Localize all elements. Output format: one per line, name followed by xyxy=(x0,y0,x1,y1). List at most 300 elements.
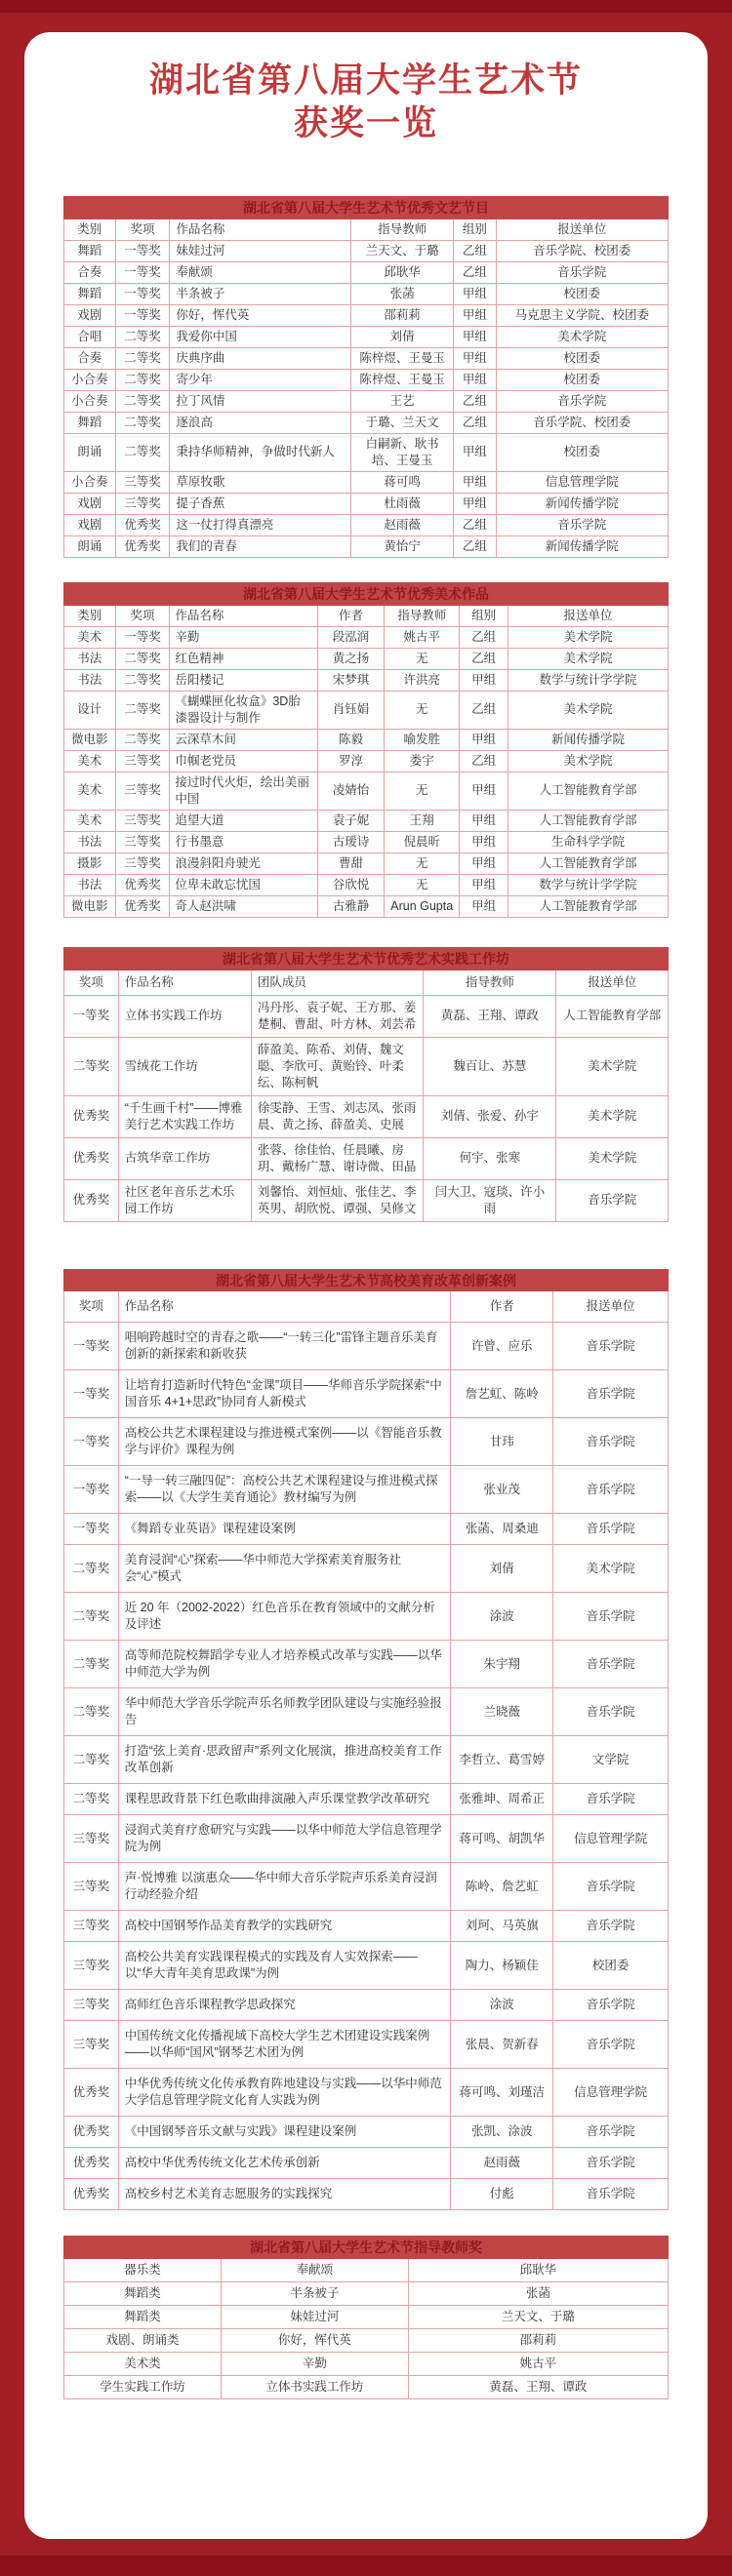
table-cell: 邱耿华 xyxy=(408,2259,668,2282)
table-cell: 音乐学院 xyxy=(553,1641,669,1688)
table-row xyxy=(64,2259,669,2282)
table-cell: 辛勤 xyxy=(170,626,318,648)
table-cell: 寄少年 xyxy=(170,369,351,390)
table-cell: 高校公共美育实践课程模式的实践及育人实效探索——以“华大青年美育思政课”为例 xyxy=(118,1942,450,1990)
table-cell: 美术 xyxy=(64,750,116,772)
table-row xyxy=(64,1815,669,1863)
table-cell: 美术 xyxy=(64,626,116,648)
table-row xyxy=(64,1179,669,1221)
table-row xyxy=(64,895,669,917)
table-cell: 美术学院 xyxy=(496,326,668,347)
table-row xyxy=(64,1911,669,1942)
table-cell: 高校公共艺术课程建设与推进模式案例——以《智能音乐教学与评价》课程为例 xyxy=(118,1418,450,1466)
table-cell: 舞蹈 xyxy=(64,240,116,261)
table-cell: 文学院 xyxy=(553,1736,669,1784)
table-cell: 二等奖 xyxy=(115,347,170,369)
table-cell: 信息管理学院 xyxy=(553,1815,669,1863)
table-row xyxy=(64,648,669,669)
table-cell: 美术类 xyxy=(64,2353,222,2376)
table-cell: 生命科学学院 xyxy=(508,831,668,852)
table-cell: 音乐学院 xyxy=(553,1990,669,2021)
table-cell: 秉持华师精神，争做时代新人 xyxy=(170,433,351,471)
table-cell: 美术 xyxy=(64,772,116,810)
table-cell: 美术学院 xyxy=(556,1095,669,1137)
table-cell: 你好，恽代英 xyxy=(221,2329,408,2353)
table-cell: 书法 xyxy=(64,648,116,669)
column-header: 作品名称 xyxy=(118,1291,450,1323)
table-cell: 古瑷诗 xyxy=(317,831,384,852)
table-cell: 美术学院 xyxy=(556,1137,669,1179)
table-cell: 美术 xyxy=(64,810,116,831)
table-row xyxy=(64,626,669,648)
table-row xyxy=(64,2306,669,2329)
table-cell: 无 xyxy=(385,852,460,874)
table-cell: 二等奖 xyxy=(64,1688,119,1736)
table-cell: 宋梦琪 xyxy=(317,669,384,691)
table-cell: 一等奖 xyxy=(115,261,170,283)
table-cell: 《舞蹈专业英语》课程建设案例 xyxy=(118,1514,450,1545)
table-cell: 于璐、兰天文 xyxy=(351,412,454,433)
table-cell: 一等奖 xyxy=(64,1370,119,1418)
table-row xyxy=(64,283,669,304)
table-cell: 甲组 xyxy=(460,852,508,874)
table-cell: 三等奖 xyxy=(115,810,170,831)
table-row xyxy=(64,750,669,772)
table-cell: 二等奖 xyxy=(115,729,170,750)
section-title-bar: 湖北省第八届大学生艺术节优秀艺术实践工作坊 xyxy=(63,947,669,971)
table-cell: 乙组 xyxy=(454,390,496,412)
table-cell: 魏百让、苏慧 xyxy=(424,1037,556,1095)
table-cell: 校团委 xyxy=(496,433,668,471)
table-cell: 薛盈美、陈希、刘倩、魏文聪、李欣可、黄贻铃、叶柔纭、陈柯帆 xyxy=(251,1037,423,1095)
table-cell: 书法 xyxy=(64,669,116,691)
table-cell: 音乐学院 xyxy=(553,1784,669,1815)
table-cell: 一等奖 xyxy=(115,304,170,326)
table-row xyxy=(64,535,669,557)
table-cell: 一等奖 xyxy=(64,1323,119,1370)
table-row xyxy=(64,1784,669,1815)
table-cell: 二等奖 xyxy=(64,1593,119,1641)
table-cell: 黄之扬 xyxy=(317,648,384,669)
table-cell: 拉丁风情 xyxy=(170,390,351,412)
table-cell: 辛勤 xyxy=(221,2353,408,2376)
table-cell: 王艺 xyxy=(351,390,454,412)
table-row xyxy=(64,1545,669,1593)
table-cell: 刘倩 xyxy=(351,326,454,347)
table-cell: 乙组 xyxy=(454,514,496,535)
column-header: 奖项 xyxy=(115,606,170,627)
table-cell: 乙组 xyxy=(460,691,508,729)
table-row xyxy=(64,1370,669,1418)
table-row xyxy=(64,412,669,433)
table-cell: 张晨、贺新春 xyxy=(451,2021,553,2069)
table-cell: 姚古平 xyxy=(385,626,460,648)
table-cell: 庆典序曲 xyxy=(170,347,351,369)
table-cell: 娄宇 xyxy=(385,750,460,772)
table-cell: 蒋可鸣 xyxy=(351,471,454,493)
table-cell: 社区老年音乐艺术乐园工作坊 xyxy=(118,1179,251,1221)
table-row xyxy=(64,1418,669,1466)
table-cell: 邵莉莉 xyxy=(408,2329,668,2353)
table-cell: 新闻传播学院 xyxy=(496,535,668,557)
column-header: 作者 xyxy=(317,606,384,627)
section-title-bar: 湖北省第八届大学生艺术节指导教师奖 xyxy=(63,2236,669,2259)
table-cell: 微电影 xyxy=(64,895,116,917)
table-row xyxy=(64,2179,669,2210)
table-row xyxy=(64,2117,669,2148)
table-cell: 三等奖 xyxy=(115,772,170,810)
table-cell: 张凯、涂波 xyxy=(451,2117,553,2148)
table-cell: 肖钰娟 xyxy=(317,691,384,729)
table-cell: 张业茂 xyxy=(451,1466,553,1514)
table-cell: 二等奖 xyxy=(115,433,170,471)
table-cell: 三等奖 xyxy=(115,750,170,772)
table-cell: 课程思政背景下红色歌曲排演融入声乐课堂教学改革研究 xyxy=(118,1784,450,1815)
table-cell: 倪晨昕 xyxy=(385,831,460,852)
table-cell: 雪绒花工作坊 xyxy=(118,1037,251,1095)
table-cell: 信息管理学院 xyxy=(496,471,668,493)
table-cell: 朗诵 xyxy=(64,433,116,471)
table-cell: 优秀奖 xyxy=(115,535,170,557)
table-cell: 优秀奖 xyxy=(64,2179,119,2210)
table-cell: 美术学院 xyxy=(553,1545,669,1593)
table-cell: 美术学院 xyxy=(508,648,668,669)
table-cell: 杜雨薇 xyxy=(351,493,454,514)
table-cell: 兰天文、于璐 xyxy=(351,240,454,261)
table-cell: 谷欣悦 xyxy=(317,874,384,895)
table-cell: 高校中华优秀传统文化艺术传承创新 xyxy=(118,2148,450,2179)
header-row xyxy=(64,1291,669,1323)
table-cell: 甘玮 xyxy=(451,1418,553,1466)
table-cell: 朗诵 xyxy=(64,535,116,557)
table-cell: 奉献颂 xyxy=(170,261,351,283)
table-cell: 张菡 xyxy=(408,2282,668,2306)
table-cell: 音乐学院 xyxy=(553,1466,669,1514)
table-cell: 我们的青春 xyxy=(170,535,351,557)
table-row xyxy=(64,347,669,369)
table-cell: 古筑华章工作坊 xyxy=(118,1137,251,1179)
table-cell: 古雅静 xyxy=(317,895,384,917)
table-cell: 音乐学院 xyxy=(553,1323,669,1370)
table-row xyxy=(64,669,669,691)
table-cell: 音乐学院 xyxy=(553,2179,669,2210)
table-cell: 浸润式美育疗愈研究与实践——以华中师范大学信息管理学院为例 xyxy=(118,1815,450,1863)
table-cell: 甲组 xyxy=(454,433,496,471)
table-cell: 追望大道 xyxy=(170,810,318,831)
table-cell: 白嗣新、耿书培、王曼玉 xyxy=(351,433,454,471)
table-row xyxy=(64,1137,669,1179)
table-cell: 新闻传播学院 xyxy=(508,729,668,750)
table-cell: 赵雨薇 xyxy=(451,2148,553,2179)
table-cell: 刘馨怡、刘恒灿、张佳艺、李英男、胡欣悦、谭强、吴修文 xyxy=(251,1179,423,1221)
table-cell: 戏剧、朗诵类 xyxy=(64,2329,222,2353)
table-cell: 许曾、应乐 xyxy=(451,1323,553,1370)
table-cell: 无 xyxy=(385,874,460,895)
column-header: 类别 xyxy=(64,606,116,627)
table-aesthetic-education-reform-cases xyxy=(63,1269,669,2211)
table-cell: 校团委 xyxy=(496,369,668,390)
table-cell: 新闻传播学院 xyxy=(496,493,668,514)
table-row xyxy=(64,2069,669,2117)
table-cell: 二等奖 xyxy=(64,1545,119,1593)
table-cell: 袁子妮 xyxy=(317,810,384,831)
table-cell: 张菡、周桑迪 xyxy=(451,1514,553,1545)
table-cell: 二等奖 xyxy=(64,1641,119,1688)
table-cell: 乙组 xyxy=(454,240,496,261)
table-cell: 喻发胜 xyxy=(385,729,460,750)
table-cell: 二等奖 xyxy=(115,648,170,669)
table-cell: 邵莉莉 xyxy=(351,304,454,326)
table-cell: 甲组 xyxy=(454,471,496,493)
table-cell: 微电影 xyxy=(64,729,116,750)
table-cell: 舞蹈类 xyxy=(64,2282,222,2306)
table-row xyxy=(64,1514,669,1545)
section-title-bar: 湖北省第八届大学生艺术节高校美育改革创新案例 xyxy=(63,1269,669,1292)
table-row xyxy=(64,852,669,874)
table-cell: 何宇、张寒 xyxy=(424,1137,556,1179)
table-row xyxy=(64,691,669,729)
table-cell: 立体书实践工作坊 xyxy=(118,995,251,1037)
table-cell: 王翔 xyxy=(385,810,460,831)
table-cell: 二等奖 xyxy=(115,326,170,347)
table-cell: 赵雨薇 xyxy=(351,514,454,535)
table-cell: 音乐学院 xyxy=(553,2021,669,2069)
top-border-strip xyxy=(0,0,732,13)
table-cell: 优秀奖 xyxy=(64,1179,119,1221)
table-cell: 音乐学院 xyxy=(553,1688,669,1736)
table-cell: 音乐学院 xyxy=(496,514,668,535)
table-cell: 数学与统计学学院 xyxy=(508,669,668,691)
column-header: 组别 xyxy=(454,219,496,241)
table-cell: 闫大卫、寇琰、许小雨 xyxy=(424,1179,556,1221)
table-cell: 舞蹈类 xyxy=(64,2306,222,2329)
column-header: 指导教师 xyxy=(424,971,556,996)
column-header: 类别 xyxy=(64,219,116,241)
table-row xyxy=(64,1641,669,1688)
column-header: 指导教师 xyxy=(351,219,454,241)
table-cell: 音乐学院 xyxy=(553,1593,669,1641)
table-cell: 优秀奖 xyxy=(64,2148,119,2179)
table-cell: 甲组 xyxy=(460,772,508,810)
table-cell: 二等奖 xyxy=(64,1037,119,1095)
table-cell: 音乐学院 xyxy=(556,1179,669,1221)
table-cell: 人工智能教育学部 xyxy=(508,772,668,810)
table-cell: 冯丹彤、袁子妮、王方那、姜楚桐、曹甜、叶方林、刘芸希 xyxy=(251,995,423,1037)
table-cell: 华中师范大学音乐学院声乐名师教学团队建设与实施经验报告 xyxy=(118,1688,450,1736)
table-cell: 乙组 xyxy=(460,648,508,669)
table-cell: 马克思主义学院、校团委 xyxy=(496,304,668,326)
table-cell: 张菡 xyxy=(351,283,454,304)
column-header: 奖项 xyxy=(115,219,170,241)
table-cell: 你好，恽代英 xyxy=(170,304,351,326)
table-cell: 三等奖 xyxy=(115,471,170,493)
table-cell: 器乐类 xyxy=(64,2259,222,2282)
table-cell: 张雅坤、周希正 xyxy=(451,1784,553,1815)
table-cell: 三等奖 xyxy=(115,831,170,852)
table-cell: 音乐学院 xyxy=(553,1370,669,1418)
table-cell: 甲组 xyxy=(454,304,496,326)
table-cell: 美术学院 xyxy=(508,750,668,772)
table-row xyxy=(64,433,669,471)
bottom-border-strip xyxy=(0,2556,732,2576)
table-cell: 人工智能教育学部 xyxy=(508,810,668,831)
table-row xyxy=(64,1593,669,1641)
table-cell: 美育浸润“心”探索——华中师范大学探索美育服务社会“心”模式 xyxy=(118,1545,450,1593)
table-cell: 声·悦博雅 以演惠众——华中师大音乐学院声乐系美育浸润行动经验介绍 xyxy=(118,1863,450,1911)
table-row xyxy=(64,2282,669,2306)
table-cell: 陈毅 xyxy=(317,729,384,750)
table-cell: 一等奖 xyxy=(64,1466,119,1514)
table-row xyxy=(64,1323,669,1370)
table-row xyxy=(64,514,669,535)
table-row xyxy=(64,326,669,347)
table-cell: 三等奖 xyxy=(64,1863,119,1911)
table-cell: 舞蹈 xyxy=(64,283,116,304)
table-cell: 二等奖 xyxy=(64,1784,119,1815)
table-row xyxy=(64,1863,669,1911)
table-cell: 音乐学院 xyxy=(496,261,668,283)
table-cell: 三等奖 xyxy=(115,493,170,514)
table-cell: 无 xyxy=(385,772,460,810)
table-cell: 小合奏 xyxy=(64,471,116,493)
table-cell: 半条被子 xyxy=(170,283,351,304)
table-cell: 优秀奖 xyxy=(115,874,170,895)
table-cell: 妹娃过河 xyxy=(221,2306,408,2329)
table-excellent-art-programs xyxy=(63,196,669,558)
column-header: 报送单位 xyxy=(553,1291,669,1323)
table-cell: 岳阳楼记 xyxy=(170,669,318,691)
table-cell: 《蝴蝶匣化妆盒》3D胎漆器设计与制作 xyxy=(170,691,318,729)
table-cell: 邱耿华 xyxy=(351,261,454,283)
table-cell: 三等奖 xyxy=(64,1942,119,1990)
table-cell: 数学与统计学学院 xyxy=(508,874,668,895)
table-row xyxy=(64,240,669,261)
table-cell: 奇人赵洪啸 xyxy=(170,895,318,917)
table-cell: 乙组 xyxy=(454,261,496,283)
table-cell: 三等奖 xyxy=(64,1911,119,1942)
table-cell: 乙组 xyxy=(454,535,496,557)
table-cell: 一等奖 xyxy=(64,1514,119,1545)
table-cell: 书法 xyxy=(64,874,116,895)
table-row xyxy=(64,1942,669,1990)
table-cell: 曹甜 xyxy=(317,852,384,874)
table-cell: 音乐学院、校团委 xyxy=(496,240,668,261)
table-cell: 蒋可鸣、胡凯华 xyxy=(451,1815,553,1863)
table-row xyxy=(64,995,669,1037)
table-row xyxy=(64,2353,669,2376)
table-cell: 黄怡宁 xyxy=(351,535,454,557)
table-cell: 优秀奖 xyxy=(64,2117,119,2148)
table-cell: 一等奖 xyxy=(115,283,170,304)
column-header: 作者 xyxy=(451,1291,553,1323)
table-cell: 唱响跨越时空的青春之歌——“一转三化”雷锋主题音乐美育创新的新探索和新收获 xyxy=(118,1323,450,1370)
column-header: 报送单位 xyxy=(496,219,668,241)
table-cell: 《中国钢琴音乐文献与实践》课程建设案例 xyxy=(118,2117,450,2148)
table-cell: 人工智能教育学部 xyxy=(508,895,668,917)
page-title-line1: 湖北省第八届大学生艺术节 xyxy=(148,61,583,99)
table-cell: 合唱 xyxy=(64,326,116,347)
table-cell: 音乐学院 xyxy=(553,2148,669,2179)
table-row xyxy=(64,1688,669,1736)
table-row xyxy=(64,304,669,326)
table-row xyxy=(64,471,669,493)
table-row xyxy=(64,1037,669,1095)
table-cell: 许洪亮 xyxy=(385,669,460,691)
table-guiding-teacher-awards xyxy=(63,2236,669,2399)
table-cell: 凌婧怡 xyxy=(317,772,384,810)
table-cell: 一等奖 xyxy=(115,240,170,261)
table-cell: 摄影 xyxy=(64,852,116,874)
column-header: 作品名称 xyxy=(170,606,318,627)
table-cell: 二等奖 xyxy=(64,1736,119,1784)
table-cell: 设计 xyxy=(64,691,116,729)
table-cell: 合奏 xyxy=(64,261,116,283)
table-cell: 刘倩、张爱、孙宇 xyxy=(424,1095,556,1137)
table-cell: 优秀奖 xyxy=(64,1095,119,1137)
column-header: 报送单位 xyxy=(556,971,669,996)
table-cell: 姚古平 xyxy=(408,2353,668,2376)
table-cell: Arun Gupta xyxy=(385,895,460,917)
content-card xyxy=(24,32,708,2539)
table-cell: 音乐学院、校团委 xyxy=(496,412,668,433)
table-row xyxy=(64,874,669,895)
table-cell: 二等奖 xyxy=(115,369,170,390)
table-cell: 朱宇翔 xyxy=(451,1641,553,1688)
column-header: 指导教师 xyxy=(385,606,460,627)
table-cell: 音乐学院 xyxy=(496,390,668,412)
section-title-bar: 湖北省第八届大学生艺术节优秀文艺节目 xyxy=(63,196,669,219)
table-cell: 甲组 xyxy=(454,283,496,304)
table-cell: 立体书实践工作坊 xyxy=(221,2376,408,2399)
table-cell: 高师红色音乐课程教学思政探究 xyxy=(118,1990,450,2021)
table-cell: 近 20 年（2002-2022）红色音乐在教育领域中的文献分析及评述 xyxy=(118,1593,450,1641)
table-cell: 无 xyxy=(385,648,460,669)
table-cell: 罗淳 xyxy=(317,750,384,772)
table-cell: 舞蹈 xyxy=(64,412,116,433)
table-cell: 提子香蕉 xyxy=(170,493,351,514)
table-cell: 小合奏 xyxy=(64,390,116,412)
table-cell: 戏剧 xyxy=(64,514,116,535)
table-cell: 小合奏 xyxy=(64,369,116,390)
table-cell: 音乐学院 xyxy=(553,1418,669,1466)
table-cell: “千生画千村”——博雅美行艺术实践工作坊 xyxy=(118,1095,251,1137)
table-cell: 中国传统文化传播视域下高校大学生艺术团建设实践案例——以华师“国风”钢琴艺术团为例 xyxy=(118,2021,450,2069)
table-cell: 甲组 xyxy=(454,326,496,347)
table-cell: 云深草木间 xyxy=(170,729,318,750)
table-cell: 让培育打造新时代特色“金课”项目——华师音乐学院探索“中国音乐 4+1+思政”协同育人新模式 xyxy=(118,1370,450,1418)
table-cell: 三等奖 xyxy=(115,852,170,874)
table-row xyxy=(64,2148,669,2179)
table-cell: “一导一转三融四促”：高校公共艺术课程建设与推进模式探索——以《大学生美育通论》教材编写为例 xyxy=(118,1466,450,1514)
table-cell: 甲组 xyxy=(460,669,508,691)
table-cell: 二等奖 xyxy=(115,390,170,412)
table-cell: 校团委 xyxy=(496,347,668,369)
table-row xyxy=(64,369,669,390)
table-cell: 陈岭、詹艺虹 xyxy=(451,1863,553,1911)
column-header: 作品名称 xyxy=(170,219,351,241)
table-cell: 妹娃过河 xyxy=(170,240,351,261)
table-cell: 甲组 xyxy=(460,810,508,831)
column-header: 组别 xyxy=(460,606,508,627)
table-cell: 陶力、杨颖佳 xyxy=(451,1942,553,1990)
table-cell: 二等奖 xyxy=(115,691,170,729)
column-header: 报送单位 xyxy=(508,606,668,627)
table-cell: 校团委 xyxy=(496,283,668,304)
table-cell: 二等奖 xyxy=(115,412,170,433)
table-cell: 涂波 xyxy=(451,1593,553,1641)
table-row xyxy=(64,1466,669,1514)
table-row xyxy=(64,729,669,750)
